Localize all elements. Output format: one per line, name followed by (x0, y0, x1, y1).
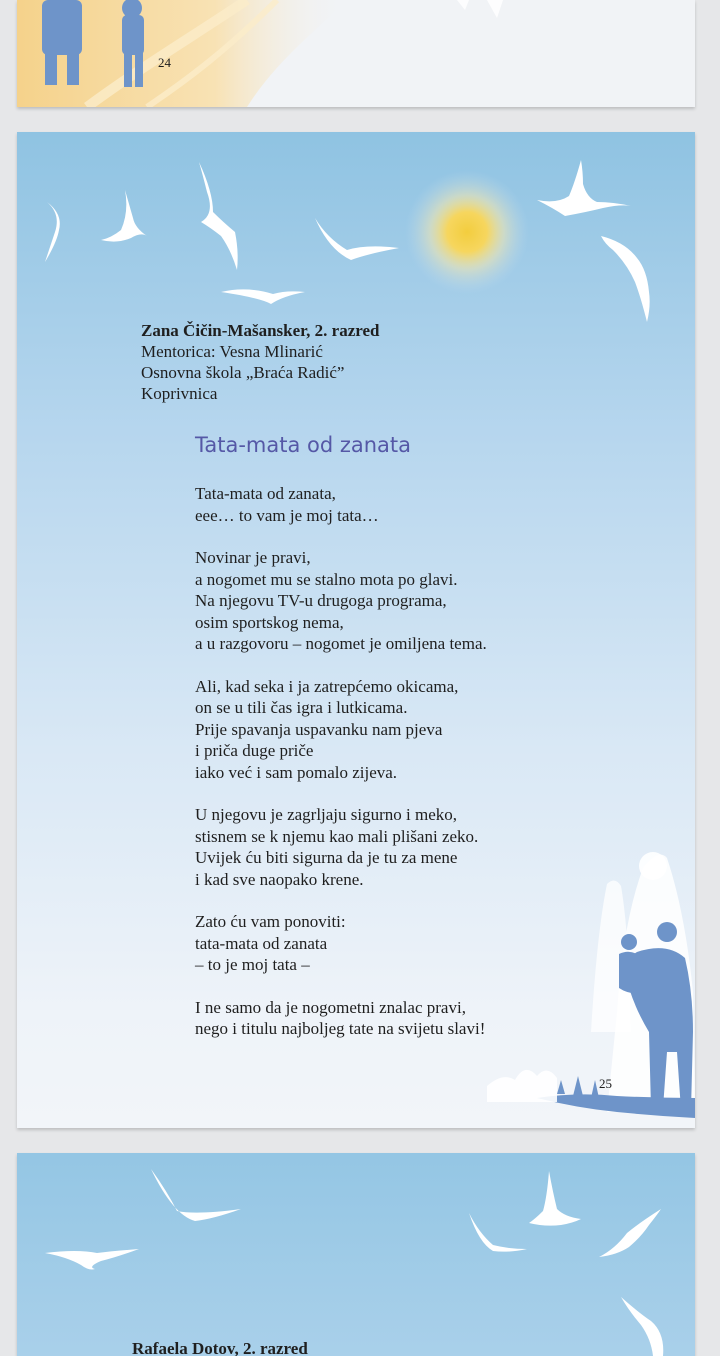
book-page-25 (17, 132, 695, 1128)
seagulls (45, 160, 650, 322)
author-school: Osnovna škola „Braća Radić” (141, 363, 345, 382)
author-city: Koprivnica (141, 384, 218, 403)
poem-line: Ali, kad seka i ja zatrepćemo okicama, (195, 676, 459, 696)
book-page-next (17, 1153, 695, 1356)
poem-stanza (195, 676, 487, 784)
seagulls (45, 1169, 663, 1356)
page-number: 24 (158, 55, 171, 70)
poem-line: nego i titulu najboljeg tate na svijetu slavi! (195, 1019, 486, 1038)
poem-stanza (195, 547, 487, 655)
next-author-name: Rafaela Dotov, 2. razred (132, 1339, 308, 1356)
book-page-24 (17, 0, 695, 107)
poem-line: i priča duge priče (195, 741, 314, 760)
sun (405, 170, 529, 294)
poem-line: tata-mata od zanata (195, 933, 328, 953)
poem-stanza (195, 911, 487, 976)
poem-line: a u razgovoru – nogomet je omiljena tema. (195, 634, 487, 653)
poem-line: i kad sve naopako krene. (195, 869, 364, 889)
author-name: Zana Čičin-Mašansker, 2. razred (141, 321, 380, 340)
poem-line: osim sportskog nema, (195, 612, 344, 632)
poem-line: I ne samo da je nogometni znalac pravi, (195, 997, 466, 1017)
page-24-illustration (17, 0, 695, 107)
poem-stanza (195, 804, 487, 890)
poem-line: Uvijek ću biti sigurna da je tu za mene (195, 848, 458, 867)
poem-line: iako već i sam pomalo zijeva. (195, 762, 398, 782)
author-info (141, 320, 379, 404)
poem-line: a nogomet mu se stalno mota po glavi. (195, 569, 458, 589)
poem-line: Tata-mata od zanata, (195, 484, 336, 503)
poem-stanza (195, 997, 487, 1040)
poem-stanza (195, 483, 487, 526)
poem-line: on se u tili čas igra i lutkicama. (195, 698, 408, 717)
poem-line: stisnem se k njemu kao mali plišani zeko. (195, 826, 479, 846)
poem-body (195, 483, 487, 1061)
poem-line: U njegovu je zagrljaju sigurno i meko, (195, 805, 458, 824)
page-number: 25 (599, 1076, 612, 1091)
poem-line: eee… to vam je moj tata… (195, 505, 379, 525)
poem-title: Tata-mata od zanata (195, 433, 412, 457)
next-page-illustration (17, 1153, 695, 1356)
poem-line: Novinar je pravi, (195, 548, 311, 567)
poem-line: Na njegovu TV-u drugoga programa, (195, 591, 447, 610)
author-mentor: Mentorica: Vesna Mlinarić (141, 342, 323, 361)
poem-line: – to je moj tata – (195, 955, 310, 974)
poem-line: Zato ću vam ponoviti: (195, 912, 346, 931)
poem-line: Prije spavanja uspavanku nam pjeva (195, 719, 443, 739)
father-and-child-silhouette (487, 852, 695, 1118)
